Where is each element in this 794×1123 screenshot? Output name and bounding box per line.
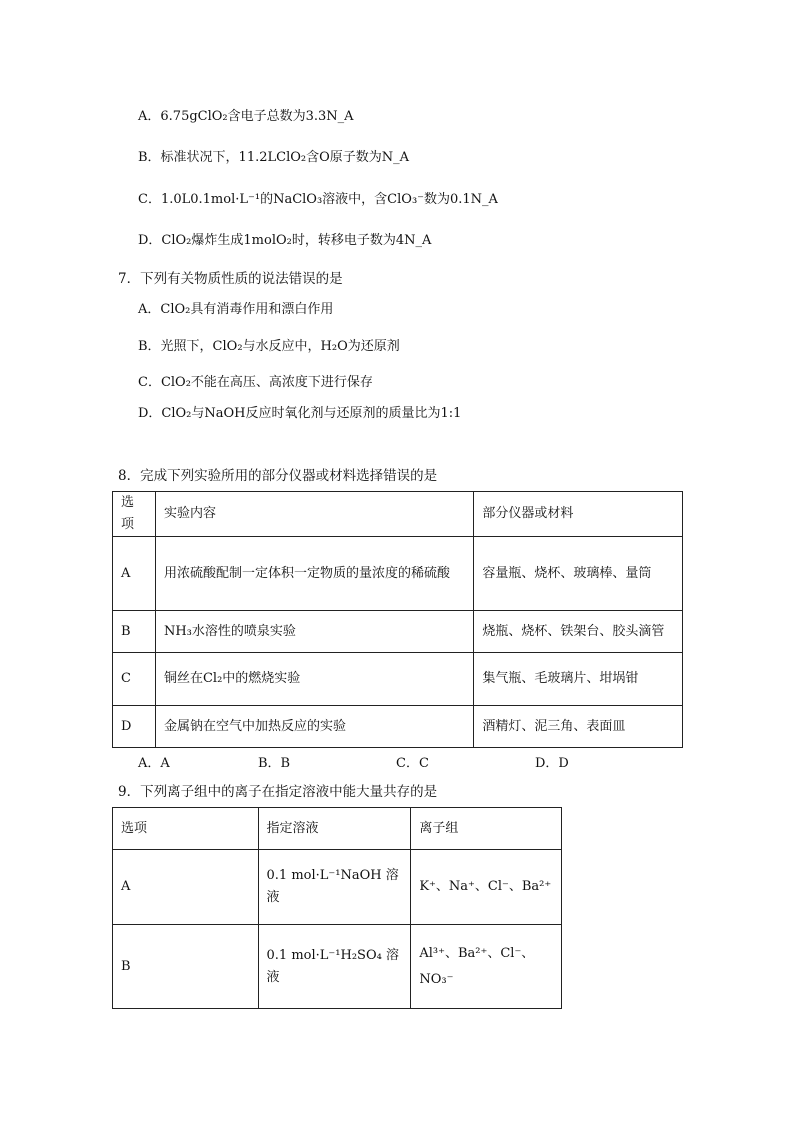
q9-table	[112, 807, 562, 1009]
table-cell: D	[113, 706, 156, 748]
q8-choice-b: B．B	[258, 756, 291, 771]
table-row	[113, 706, 683, 748]
q8-stem: 8．完成下列实验所用的部分仪器或材料选择错误的是	[118, 468, 438, 484]
table-cell: A	[113, 850, 259, 925]
q6-option-c: C．1.0L0.1mol·L⁻¹的NaClO₃溶液中，含ClO₃⁻数为0.1N_A	[138, 192, 498, 207]
table-header-cell: 指定溶液	[258, 808, 411, 850]
q8-choice-c: C．C	[396, 756, 429, 771]
table-cell: 酒精灯、泥三角、表面皿	[474, 706, 683, 748]
table-cell: B	[113, 611, 156, 653]
table-cell: 0.1 mol·L⁻¹H₂SO₄ 溶液	[258, 925, 411, 1009]
table-cell: 0.1 mol·L⁻¹NaOH 溶液	[258, 850, 411, 925]
table-cell: B	[113, 925, 259, 1009]
table-row	[113, 653, 683, 706]
table-header-cell: 选项	[113, 492, 156, 537]
q8-table	[112, 491, 683, 748]
table-cell: 集气瓶、毛玻璃片、坩埚钳	[474, 653, 683, 706]
q8-choice-d: D．D	[535, 756, 569, 771]
table-cell: 铜丝在Cl₂中的燃烧实验	[155, 653, 473, 706]
table-header-row	[113, 808, 562, 850]
table-cell: 烧瓶、烧杯、铁架台、胶头滴管	[474, 611, 683, 653]
table-cell: NH₃水溶性的喷泉实验	[155, 611, 473, 653]
table-header-row	[113, 492, 683, 537]
q7-option-d: D．ClO₂与NaOH反应时氧化剂与还原剂的质量比为1:1	[138, 406, 462, 421]
table-cell: C	[113, 653, 156, 706]
table-cell: A	[113, 537, 156, 611]
q8-choice-a: A．A	[138, 756, 170, 771]
q8-choices	[138, 752, 598, 770]
table-cell: K⁺、Na⁺、Cl⁻、Ba²⁺	[411, 850, 562, 925]
table-cell: 金属钠在空气中加热反应的实验	[155, 706, 473, 748]
q7-stem: 7．下列有关物质性质的说法错误的是	[118, 271, 343, 287]
table-cell: 容量瓶、烧杯、玻璃棒、量筒	[474, 537, 683, 611]
q6-option-b: B．标准状况下，11.2LClO₂含O原子数为N_A	[138, 150, 410, 165]
q7-option-a: A．ClO₂具有消毒作用和漂白作用	[138, 302, 334, 317]
table-header-cell: 部分仪器或材料	[474, 492, 683, 537]
table-row	[113, 925, 562, 1009]
q7-option-c: C．ClO₂不能在高压、高浓度下进行保存	[138, 375, 373, 390]
table-cell: 用浓硫酸配制一定体积一定物质的量浓度的稀硫酸	[155, 537, 473, 611]
q6-option-a: A．6.75gClO₂含电子总数为3.3N_A	[138, 109, 354, 124]
q6-option-d: D．ClO₂爆炸生成1molO₂时，转移电子数为4N_A	[138, 233, 432, 248]
table-row	[113, 537, 683, 611]
table-header-cell: 选项	[113, 808, 259, 850]
table-header-cell: 实验内容	[155, 492, 473, 537]
table-header-cell: 离子组	[411, 808, 562, 850]
q9-stem: 9．下列离子组中的离子在指定溶液中能大量共存的是	[118, 784, 438, 800]
table-row	[113, 611, 683, 653]
q7-option-b: B．光照下，ClO₂与水反应中，H₂O为还原剂	[138, 339, 400, 354]
table-row	[113, 850, 562, 925]
table-cell: Al³⁺、Ba²⁺、Cl⁻、NO₃⁻	[411, 925, 562, 1009]
